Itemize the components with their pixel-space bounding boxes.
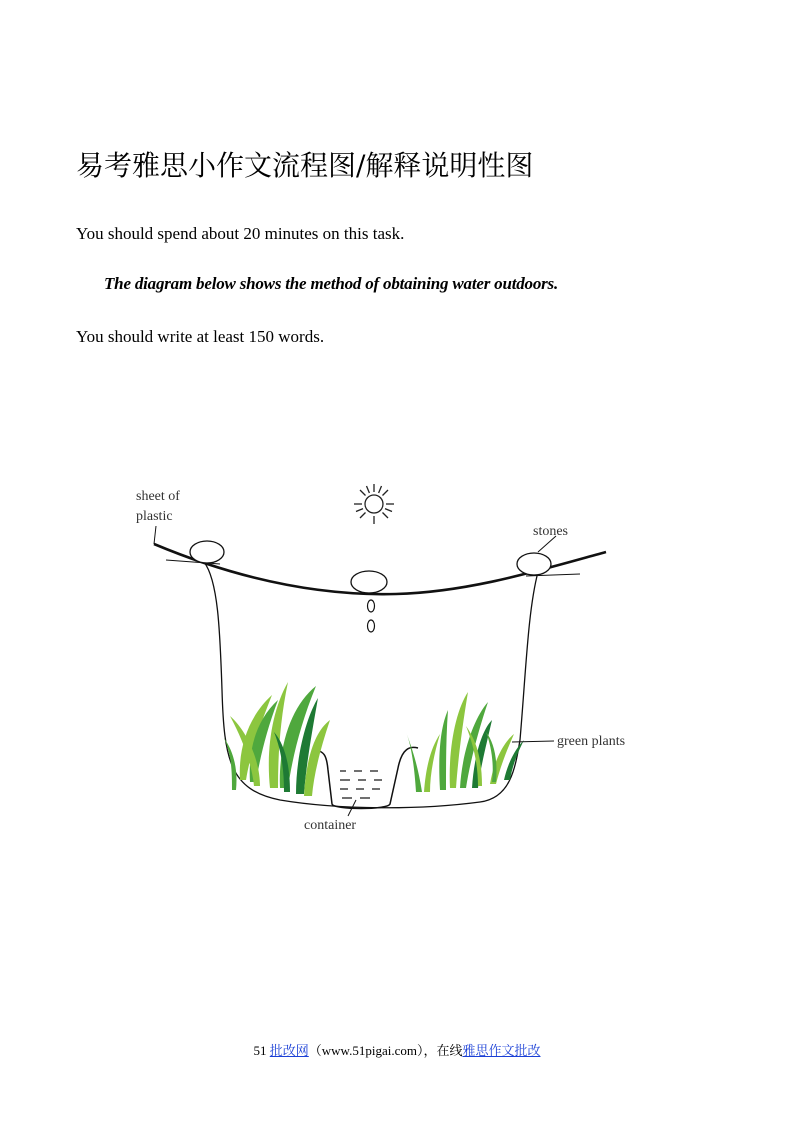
footer-link-ielts-correction[interactable]: 雅思作文批改	[462, 1043, 541, 1058]
label-stones: stones	[533, 524, 568, 539]
sun-icon	[354, 484, 394, 524]
label-container: container	[304, 818, 357, 833]
container	[316, 747, 418, 808]
time-instruction: You should spend about 20 minutes on this task.	[76, 224, 405, 243]
container-water	[340, 771, 382, 798]
page-title: 易考雅思小作文流程图/解释说明性图	[76, 149, 534, 182]
stone-icon	[351, 571, 387, 593]
footer	[0, 1040, 794, 1059]
footer-prefix: 51	[253, 1043, 270, 1058]
footer-middle: （www.51pigai.com），在线	[308, 1043, 463, 1058]
sheet-label-pointer	[154, 526, 156, 544]
footer-link-pigai[interactable]: 批改网	[269, 1043, 309, 1058]
stone-icon	[190, 541, 224, 563]
water-drop-icon	[368, 600, 375, 612]
label-sheet-of: sheet of	[136, 489, 180, 504]
task-prompt: The diagram below shows the method of obtaining water outdoors.	[104, 274, 559, 293]
word-count-instruction: You should write at least 150 words.	[76, 327, 325, 346]
water-collection-diagram	[120, 470, 660, 850]
water-drop-icon	[368, 620, 375, 632]
stone-icon	[517, 553, 551, 575]
label-green-plants: green plants	[557, 734, 626, 749]
plant-icon	[406, 692, 524, 792]
plants-label-pointer	[512, 741, 554, 742]
label-plastic: plastic	[136, 509, 173, 524]
